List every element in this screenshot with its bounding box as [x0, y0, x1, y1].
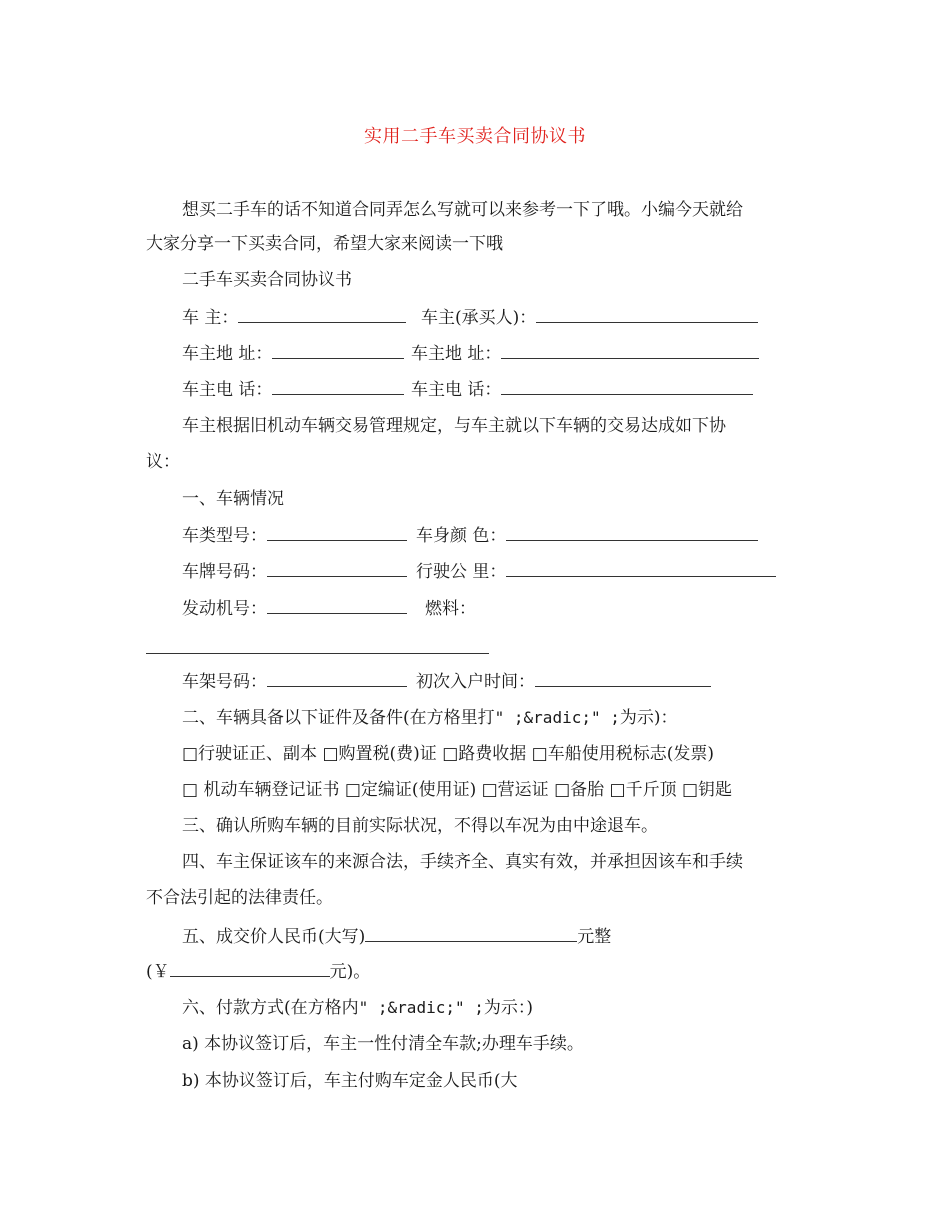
first-registration-row: [416, 670, 711, 694]
model-label: 车类型号：: [182, 526, 267, 546]
frame-row: [182, 670, 407, 694]
price-label: 五、成交价人民币(大写): [182, 927, 366, 947]
price-yen-row: [146, 960, 370, 984]
first-registration-label: 初次入户时间：: [416, 672, 535, 692]
engine-blank: [267, 597, 407, 614]
buyer-phone-blank: [501, 378, 753, 395]
documents-line-2: □ 机动车辆登记证书 □定编证(使用证) □营运证 □备胎 □千斤顶 □钥匙: [182, 780, 733, 800]
contract-heading: 二手车买卖合同协议书: [182, 270, 352, 290]
engine-label: 发动机号：: [182, 599, 267, 619]
price-suffix: 元整: [577, 927, 612, 947]
price-number-blank: [170, 960, 330, 977]
seller-name-row: [182, 306, 406, 330]
seller-name-blank: [238, 306, 406, 323]
section-3: 三、确认所购车辆的目前实际状况，不得以车况为由中途退车。: [182, 816, 658, 836]
section-6-title-text: 六、付款方式(在方格内: [182, 998, 359, 1018]
checkmark-entity-text: " ;&radic;" ;: [494, 708, 620, 727]
buyer-name-blank: [536, 306, 758, 323]
frame-label: 车架号码：: [182, 672, 267, 692]
agreement-line-1: 车主根据旧机动车辆交易管理规定，与车主就以下车辆的交易达成如下协: [182, 416, 726, 436]
plate-blank: [267, 560, 407, 577]
section-2-title-text: 二、车辆具备以下证件及备件(在方格里打: [182, 708, 495, 728]
intro-line-1: 想买二手车的话不知道合同弄怎么写就可以来参考一下了哦。小编今天就给: [182, 200, 743, 220]
section-6-title-suffix: 为示：): [483, 998, 534, 1018]
color-blank: [506, 524, 758, 541]
buyer-address-row: [411, 342, 759, 366]
color-row: [416, 524, 758, 548]
seller-phone-label: 车主电 话：: [182, 380, 273, 400]
buyer-label: 车主(承买人)：: [421, 308, 537, 328]
first-registration-blank: [535, 670, 711, 687]
engine-row: [182, 597, 407, 621]
yen-close: 元)。: [329, 962, 371, 982]
seller-phone-row: [182, 378, 404, 402]
documents-line-1: □行驶证正、副本 □购置税(费)证 □路费收据 □车船使用税标志(发票): [182, 744, 714, 764]
model-blank: [267, 524, 407, 541]
section-6-title: [182, 996, 533, 1020]
buyer-phone-label: 车主电 话：: [411, 380, 502, 400]
section-4-line-2: 不合法引起的法律责任。: [146, 888, 333, 908]
payment-option-b: b) 本协议签订后，车主付购车定金人民币(大: [182, 1071, 518, 1091]
mileage-blank: [506, 560, 776, 577]
seller-address-label: 车主地 址：: [182, 344, 273, 364]
checkmark-entity-text-2: " ;&radic;" ;: [358, 998, 484, 1017]
yen-open: (￥: [146, 962, 170, 982]
buyer-phone-row: [411, 378, 753, 402]
seller-phone-blank: [272, 378, 404, 395]
agreement-line-2: 议：: [146, 452, 180, 472]
section-2-title: [182, 706, 678, 730]
section-4-line-1: 四、车主保证该车的来源合法，手续齐全、真实有效，并承担因该车和手续: [182, 852, 743, 872]
price-row: [182, 925, 611, 949]
mileage-label: 行驶公 里：: [416, 562, 507, 582]
seller-label: 车 主：: [182, 308, 239, 328]
payment-option-a: a) 本协议签订后，车主一性付清全车款;办理车手续。: [182, 1034, 584, 1054]
plate-label: 车牌号码：: [182, 562, 267, 582]
buyer-address-label: 车主地 址：: [411, 344, 502, 364]
seller-address-row: [182, 342, 404, 366]
model-row: [182, 524, 407, 548]
color-label: 车身颜 色：: [416, 526, 507, 546]
frame-blank: [267, 670, 407, 687]
section-2-title-suffix: 为示)：: [619, 708, 678, 728]
plate-row: [182, 560, 407, 584]
price-words-blank: [365, 925, 577, 942]
buyer-address-blank: [501, 342, 759, 359]
seller-address-blank: [272, 342, 404, 359]
fuel-label: 燃料：: [425, 599, 476, 619]
section-1-title: 一、车辆情况: [182, 489, 284, 509]
buyer-name-row: [421, 306, 758, 330]
intro-line-2: 大家分享一下买卖合同，希望大家来阅读一下哦: [146, 234, 503, 254]
document-title: 实用二手车买卖合同协议书: [364, 126, 586, 147]
fuel-blank: [146, 653, 489, 654]
mileage-row: [416, 560, 776, 584]
